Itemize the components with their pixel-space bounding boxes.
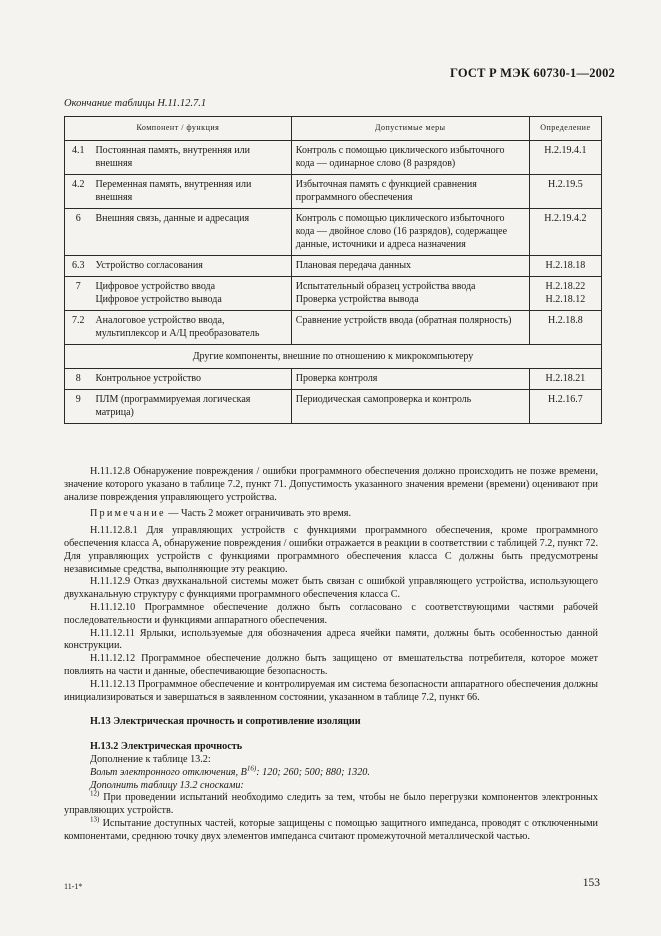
row-definition: Н.2.19.4.2 <box>529 209 601 256</box>
row-number: 8 <box>65 369 92 390</box>
row-measures: Избыточная память с функцией сравнения программного обеспечения <box>291 175 529 209</box>
footnote-mark: 12) <box>90 789 100 798</box>
row-measures: Сравнение устройств ввода (обратная полярность) <box>291 311 529 345</box>
paragraph: Н.11.12.10 Программное обеспечение должно быть согласовано с соответствующими частями рабочей последовательности и функциями аппаратного обеспечения. <box>64 601 598 626</box>
footnote-text: Испытание доступных частей, которые защищены с помощью защитного импеданса, проводят с отключенными компонентами, среднюю точку двух элементов импеданса считают промежуточной металлической частью. <box>64 817 598 842</box>
subsection-heading: Н.13.2 Электрическая прочность <box>90 741 243 753</box>
paragraph: Н.11.12.12 Программное обеспечение должно быть защищено от вмешательства потребителя, которое может повлиять на части и данные, обеспечивающие безопасность. <box>64 653 598 677</box>
paragraph: Н.11.12.13 Программное обеспечение и контролируемая им система безопасности аппаратного обеспечения должны инициализироваться и завершаться в заявленном состоянии, указанном в таблице 7.2, пункт 66. <box>64 678 598 703</box>
row-component: Контрольное устройство <box>91 369 291 390</box>
footnote-text: При проведении испытаний необходимо следить за тем, чтобы не было перегрузки компонентов электронных управляющих устройств. <box>64 792 598 817</box>
section-heading: Н.13 Электрическая прочность и сопротивление изоляции <box>90 716 361 728</box>
paragraph: Н.11.12.9 Отказ двухканальной системы может быть связан с ошибкой управляющего устройства, использующего двухканальную структуру с функциями программного обеспечения класса С. <box>64 576 598 601</box>
row-number: 4.2 <box>65 175 92 209</box>
table-row <box>65 256 602 277</box>
row-measures: Контроль с помощью циклического избыточного кода — одинарное слово (8 разрядов) <box>291 141 529 175</box>
table-row <box>65 141 602 175</box>
row-definition: Н.2.18.21 <box>529 369 601 390</box>
row-measures: Периодическая самопроверка и контроль <box>291 390 529 424</box>
measures-line: Испытательный образец устройства ввода <box>295 281 476 292</box>
row-measures: Контроль с помощью циклического избыточного кода — двойное слово (16 разрядов), содержащее данные, источники и адреса назначения <box>291 209 529 256</box>
row-number: 9 <box>65 390 92 424</box>
table-row <box>65 390 602 424</box>
group-heading: Другие компоненты, внешние по отношению к микрокомпьютеру <box>65 345 602 369</box>
voltage-line <box>64 764 598 780</box>
table-row <box>65 175 602 209</box>
table-row <box>65 369 602 390</box>
table-row <box>65 277 602 311</box>
table-caption: Окончание таблицы Н.11.12.7.1 <box>64 98 207 109</box>
row-component <box>91 277 291 311</box>
paragraph: Н.11.12.11 Ярлыки, используемые для обозначения адреса ячейки памяти, должны быть особенностью данной конструкции. <box>64 627 598 652</box>
row-number: 7 <box>65 277 92 311</box>
row-component: ПЛМ (программируемая логическая матрица) <box>91 390 291 424</box>
row-component: Переменная память, внутренняя или внешняя <box>91 175 291 209</box>
row-definition: Н.2.19.4.1 <box>529 141 601 175</box>
row-number: 6 <box>65 209 92 256</box>
measures-line: Проверка устройства вывода <box>295 294 419 305</box>
table-group-row <box>65 345 602 369</box>
voltage-values: : 120; 260; 500; 880; 1320. <box>256 766 370 778</box>
page-number: 153 <box>582 877 600 889</box>
table-header-row <box>65 117 602 141</box>
note-label: Примечание <box>90 508 166 520</box>
row-number: 4.1 <box>65 141 92 175</box>
row-component: Аналоговое устройство ввода, мультиплексор и А/Ц преобразователь <box>91 311 291 345</box>
row-number: 6.3 <box>65 256 92 277</box>
paragraph: Н.11.12.8.1 Для управляющих устройств с функциями программного обеспечения, кроме программного обеспечения класса А, обнаружение повреждения / ошибки отражается в реакции в соответствии с таблицей 7.2, пункт 72. Для управляющих устройств с функциями программного обеспечения класса С должны быть предусмотрены независимые средства, выполняющие эту реакцию. <box>64 525 598 575</box>
table-row <box>65 311 602 345</box>
note-text: — Часть 2 может ограничивать это время. <box>165 508 352 520</box>
requirements-table <box>64 116 602 424</box>
definition-line: Н.2.18.22 <box>545 281 586 292</box>
standard-number: ГОСТ Р МЭК 60730-1—2002 <box>450 66 615 80</box>
component-line: Цифровое устройство ввода <box>95 281 216 292</box>
paragraph: Дополнение к таблице 13.2: <box>90 753 211 765</box>
row-definition: Н.2.18.8 <box>529 311 601 345</box>
body-text <box>64 466 598 844</box>
footnote <box>64 789 598 818</box>
footnote-ref: 16) <box>246 764 257 773</box>
table-row <box>65 209 602 256</box>
column-header-definition: Определение <box>529 117 601 141</box>
row-measures <box>291 277 529 311</box>
row-component: Постоянная память, внутренняя или внешняя <box>91 141 291 175</box>
note <box>64 508 598 521</box>
print-mark: 11-1* <box>64 882 83 891</box>
row-definition <box>529 277 601 311</box>
row-definition: Н.2.19.5 <box>529 175 601 209</box>
column-header-measures: Допустимые меры <box>291 117 529 141</box>
row-definition: Н.2.18.18 <box>529 256 601 277</box>
column-header-component: Компонент / функция <box>65 117 292 141</box>
voltage-label: Вольт электронного отключения, В <box>90 766 247 778</box>
row-component: Устройство согласования <box>91 256 291 277</box>
row-definition: Н.2.16.7 <box>529 390 601 424</box>
row-number: 7.2 <box>65 311 92 345</box>
component-line: Цифровое устройство вывода <box>95 294 222 305</box>
row-component: Внешняя связь, данные и адресация <box>91 209 291 256</box>
row-measures: Плановая передача данных <box>291 256 529 277</box>
footnote <box>64 815 598 844</box>
paragraph: Н.11.12.8 Обнаружение повреждения / ошибки программного обеспечения должно происходить не позже времени, значение которого указано в таблице 7.2, пункт 71. Допустимость указанного значения времени (времени) оценивают при анализе повреждения управляющего устройства. <box>64 466 598 503</box>
footnote-mark: 13) <box>90 815 100 824</box>
row-measures: Проверка контроля <box>291 369 529 390</box>
definition-line: Н.2.18.12 <box>545 294 586 305</box>
footnote-instruction: Дополнить таблицу 13.2 сносками: <box>90 779 244 791</box>
